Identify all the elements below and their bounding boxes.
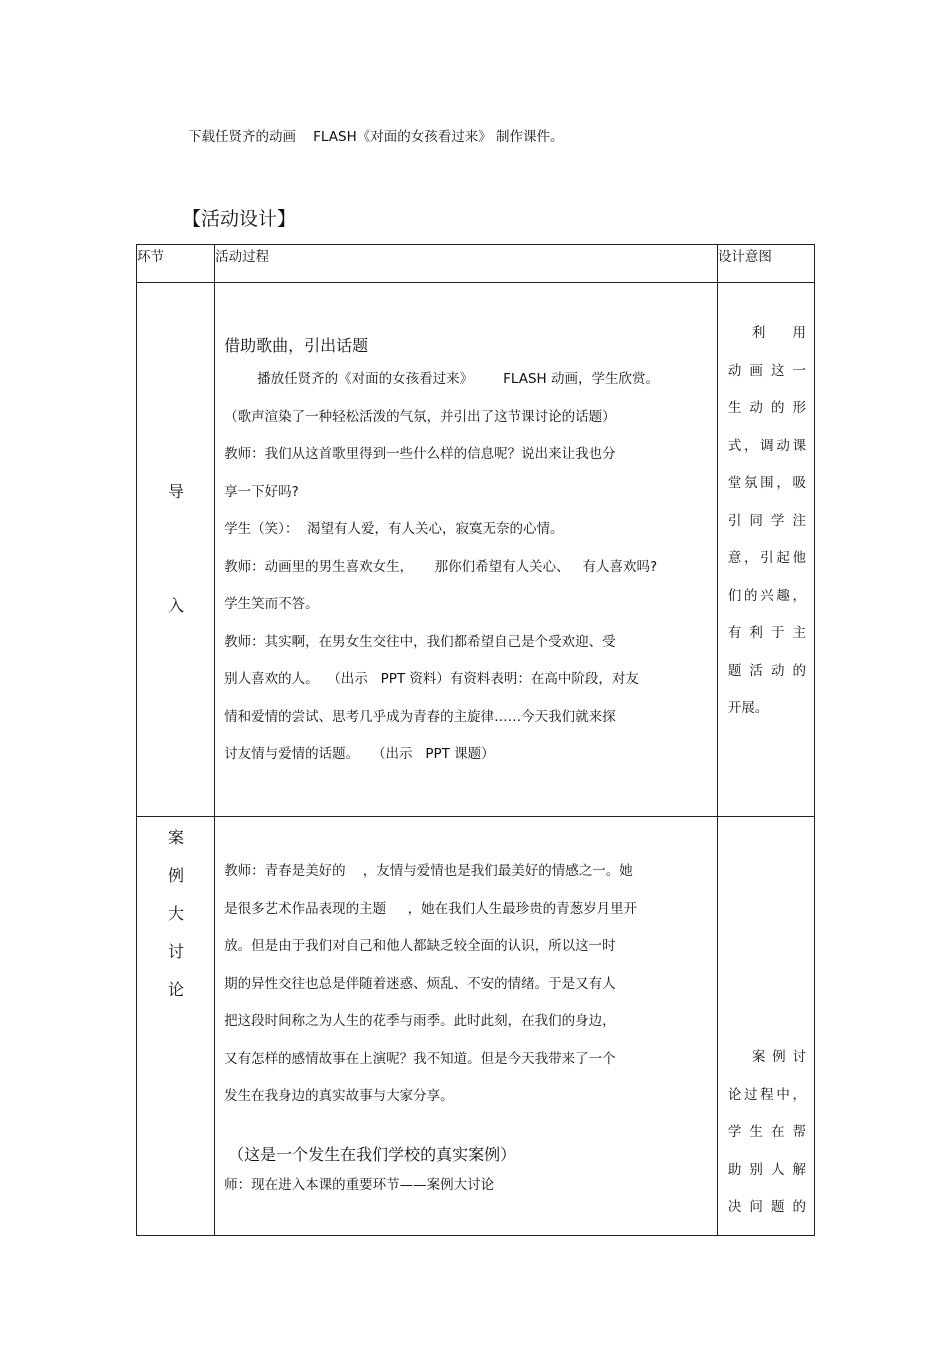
stage-char: 导	[167, 482, 184, 501]
process-line: 把这段时间称之为人生的花季与雨季。此时此刻，在我们的身边，	[224, 1013, 616, 1029]
stage-cell	[137, 283, 215, 817]
table-row	[137, 817, 815, 1236]
intent-line: 题活动的	[727, 662, 806, 679]
process-line: 别人喜欢的人。 （出示 PPT 资料）有资料表明：在高中阶段，对友	[224, 671, 639, 687]
process-line: 播放任贤齐的《对面的女孩看过来》 FLASH 动画，学生欣赏。	[257, 371, 659, 387]
table-header-row	[137, 245, 815, 283]
process-line: 期的异性交往也总是伴随着迷惑、烦乱、不安的情绪。于是又有人	[224, 975, 616, 992]
process-line: 放。但是由于我们对自己和他人都缺乏较全面的认识，所以这一时	[224, 938, 616, 954]
intent-cell	[717, 817, 814, 1236]
stage-char: 例	[167, 866, 184, 885]
intent-line: 利 用	[751, 325, 806, 341]
process-line: 又有怎样的感情故事在上演呢？我不知道。但是今天我带来了一个	[224, 1050, 616, 1067]
intent-line: 动画这一	[727, 362, 806, 379]
intent-line: 意，引起他	[727, 550, 806, 566]
header-stage: 环节	[137, 245, 215, 283]
process-line: 发生在我身边的真实故事与大家分享。	[224, 1088, 454, 1104]
process-heading: 借助歌曲，引出话题	[224, 336, 369, 355]
intent-cell	[717, 283, 814, 817]
intent-line: 生动的形	[727, 400, 806, 416]
process-line: 是很多艺术作品表现的主题 ，她在我们人生最珍贵的青葱岁月里开	[224, 900, 638, 917]
stage-char: 大	[167, 904, 184, 923]
process-line: 讨友情与爱情的话题。 （出示 PPT 课题）	[224, 746, 495, 762]
process-line: 学生（笑）： 渴望有人爱，有人关心，寂寞无奈的心情。	[224, 521, 564, 537]
process-line: 教师：动画里的男生喜欢女生， 那你们希望有人关心、 有人喜欢吗?	[224, 558, 658, 575]
stage-char: 案	[167, 828, 184, 847]
stage-char: 论	[167, 980, 184, 999]
header-process: 活动过程	[215, 245, 718, 283]
process-line: 教师：其实啊，在男女生交往中，我们都希望自己是个受欢迎、受	[224, 633, 616, 650]
stage-cell	[137, 817, 215, 1236]
intent-line: 引同学注	[727, 512, 806, 529]
intent-line: 开展。	[727, 700, 769, 716]
intent-line: 堂氛围，吸	[727, 475, 806, 491]
intent-line: 助别人解	[727, 1161, 806, 1178]
stage-char: 讨	[167, 942, 184, 961]
header-intent: 设计意图	[717, 245, 814, 283]
process-line: 教师：青春是美好的 ，友情与爱情也是我们最美好的情感之一。她	[224, 863, 633, 879]
section-title: 【活动设计】	[182, 208, 297, 230]
process-cell	[215, 817, 718, 1236]
intent-line: 式，调动课	[727, 437, 806, 454]
intent-line: 案例讨	[751, 1049, 806, 1065]
intro-line: 下载任贤齐的动画 FLASH《对面的女孩看过来》 制作课件。	[188, 129, 564, 145]
process-line: 师：现在进入本课的重要环节——案例大讨论	[224, 1176, 495, 1193]
intent-line: 有利于主	[727, 625, 806, 641]
process-line: 享一下好吗?	[224, 483, 299, 500]
process-line: 教师：我们从这首歌里得到一些什么样的信息呢？说出来让我也分	[224, 446, 616, 462]
stage-char: 入	[167, 596, 184, 615]
activity-design-table	[136, 244, 815, 1236]
table-row	[137, 283, 815, 817]
intent-line: 论过程中，	[727, 1086, 806, 1103]
process-line: 情和爱情的尝试、思考几乎成为青春的主旋律……今天我们就来探	[224, 708, 616, 725]
process-line: （歌声渲染了一种轻松活泼的气氛，并引出了这节课讨论的话题）	[224, 408, 616, 425]
case-heading: （这是一个发生在我们学校的真实案例）	[228, 1144, 517, 1164]
intent-line: 学生在帮	[727, 1124, 806, 1140]
process-cell	[215, 283, 718, 817]
intent-line: 决问题的	[727, 1199, 806, 1215]
process-line: 学生笑而不答。	[224, 596, 319, 612]
intent-line: 们的兴趣，	[727, 587, 806, 604]
